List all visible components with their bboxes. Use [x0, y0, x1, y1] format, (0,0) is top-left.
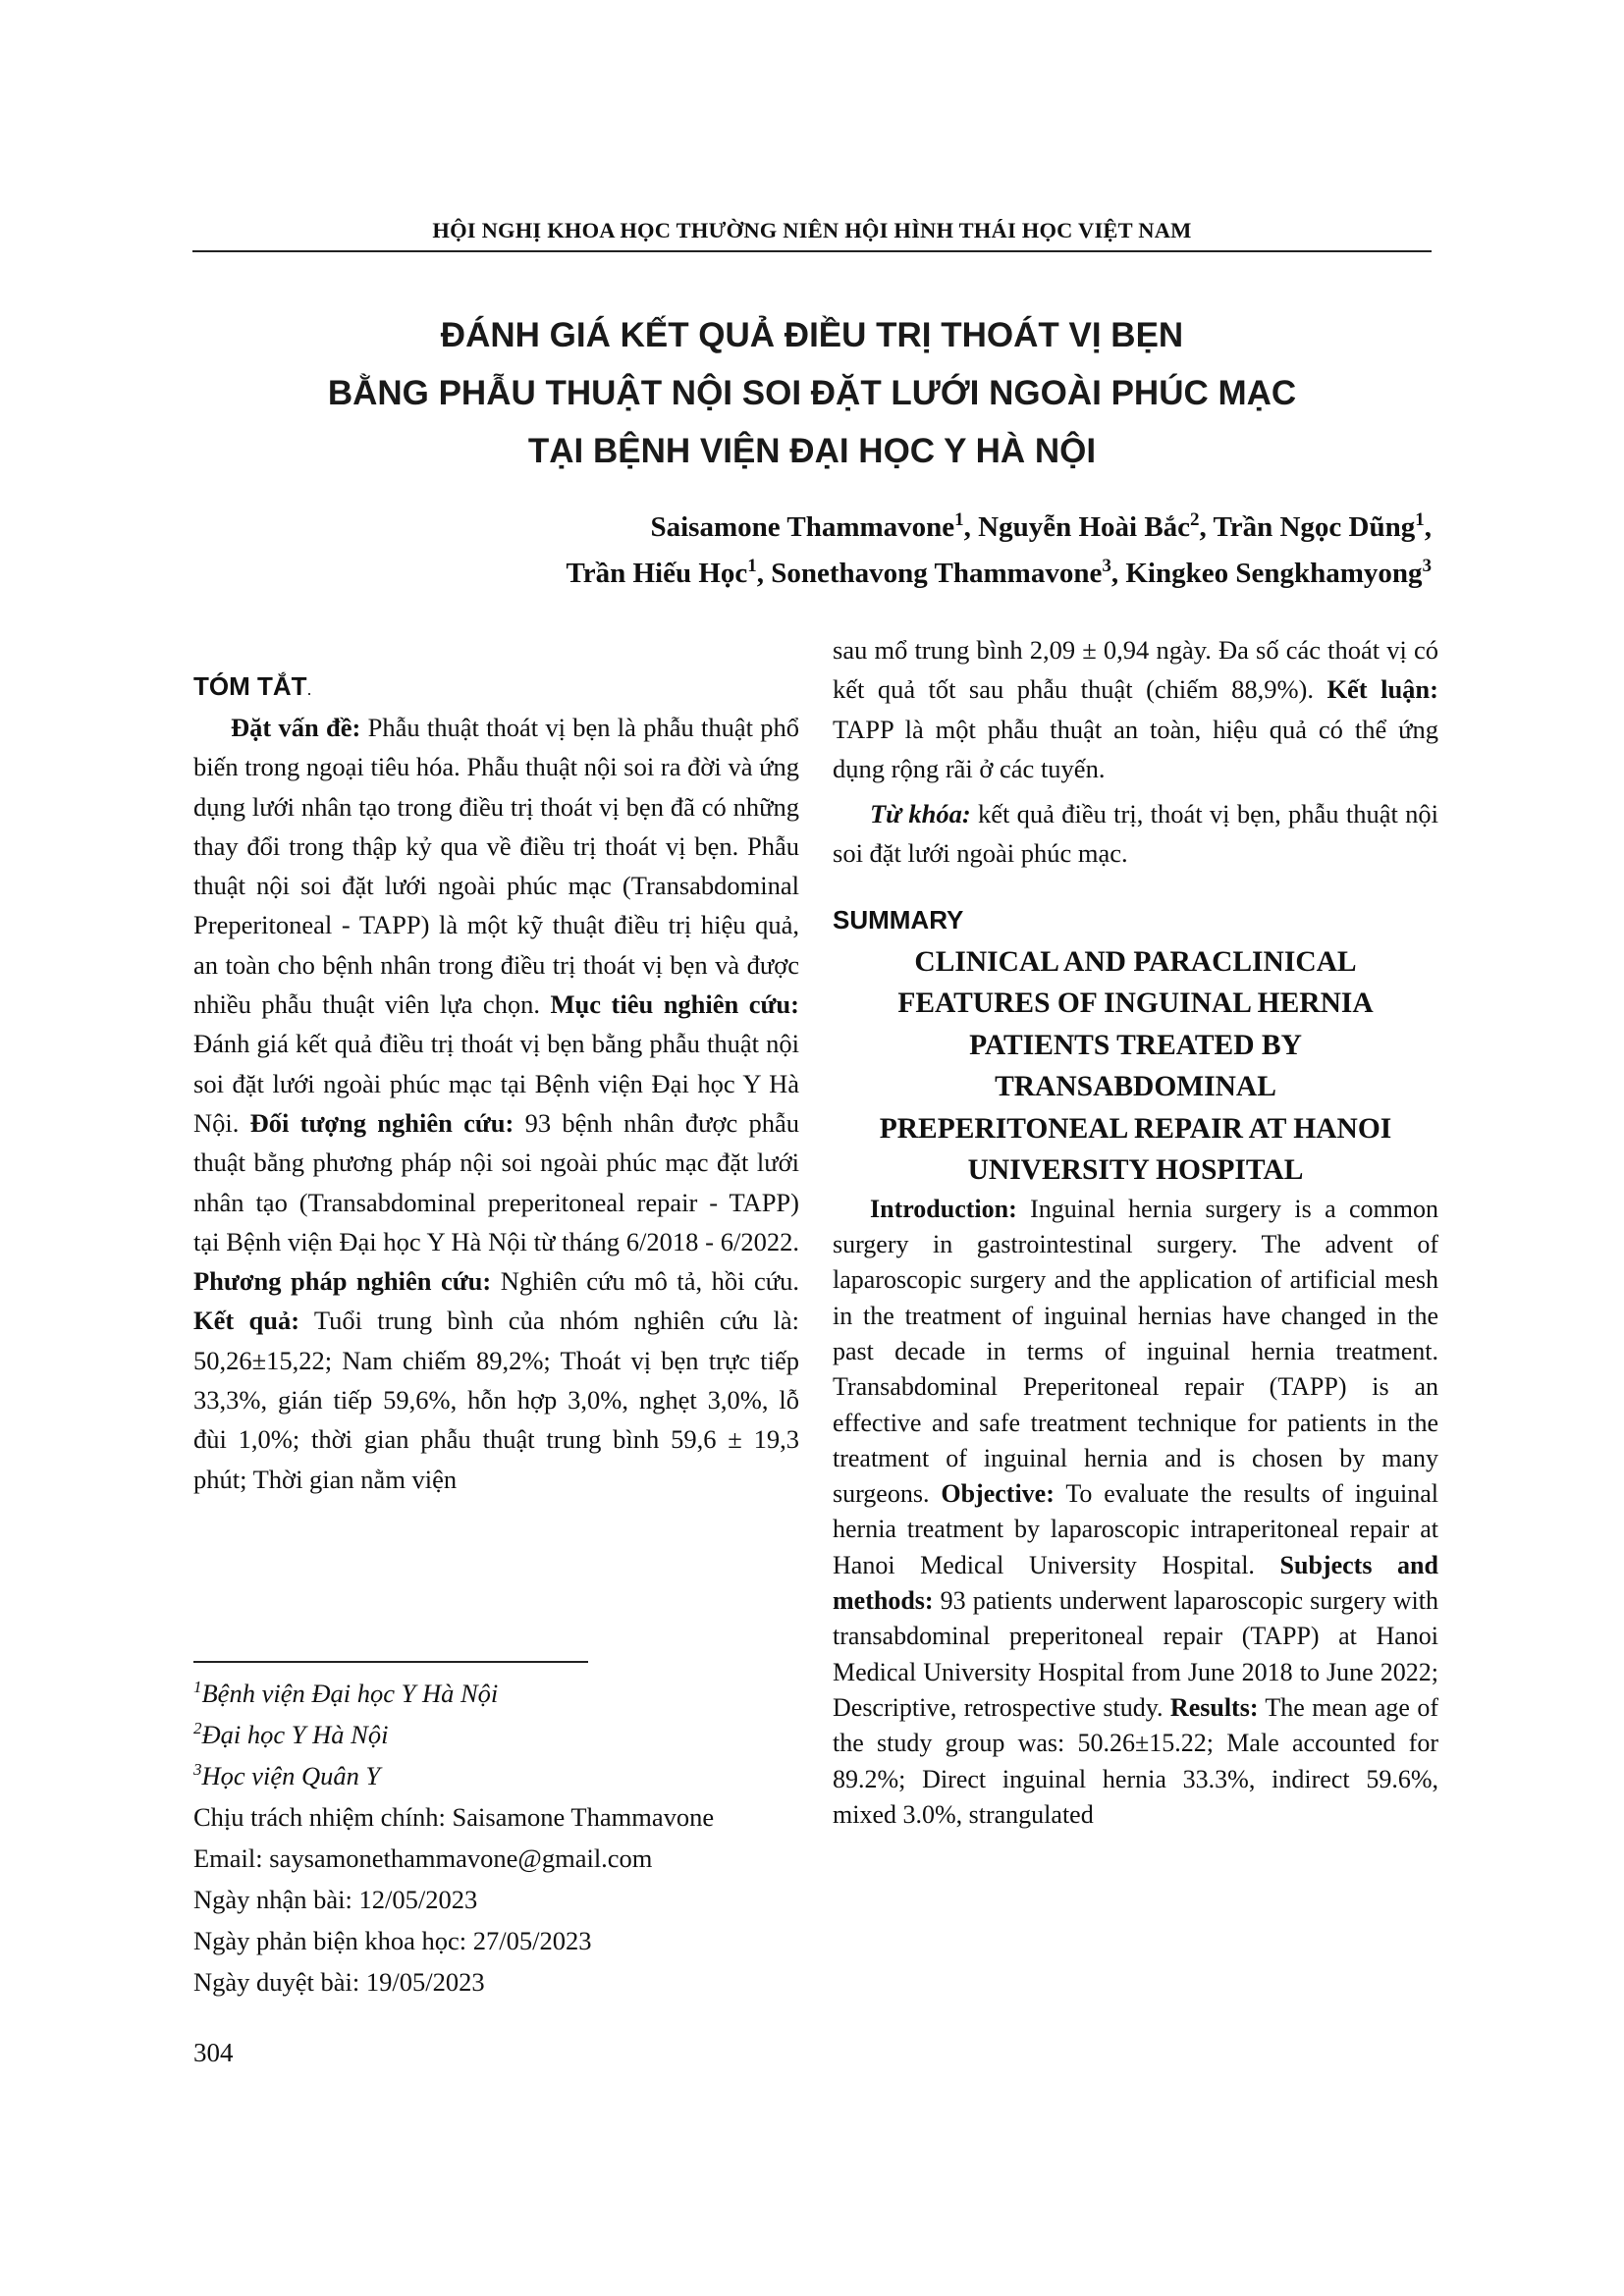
methods-label: Phương pháp nghiên cứu:: [193, 1266, 492, 1297]
affiliation-mark: 3: [1102, 556, 1111, 576]
summary-title-line: PATIENTS TREATED BY: [969, 1029, 1302, 1061]
abstract-heading: [193, 671, 799, 702]
methods-text: Nghiên cứu mô tả, hồi cứu.: [491, 1266, 799, 1297]
abstract-vi-continuation: [833, 630, 1438, 788]
summary-title-line: UNIVERSITY HOSPITAL: [967, 1154, 1304, 1187]
summary-title-line: PREPERITONEAL REPAIR AT HANOI: [879, 1112, 1392, 1145]
title-line: BẰNG PHẪU THUẬT NỘI SOI ĐẶT LƯỚI NGOÀI PHÚC MẠC: [327, 374, 1297, 412]
title-line: ĐÁNH GIÁ KẾT QUẢ ĐIỀU TRỊ THOÁT VỊ BẸN: [440, 316, 1184, 354]
author-line: [192, 505, 1432, 551]
subjects-label: Đối tượng nghiên cứu:: [249, 1107, 514, 1138]
title-line: TẠI BỆNH VIỆN ĐẠI HỌC Y HÀ NỘI: [527, 432, 1097, 470]
right-column: [833, 630, 1438, 1833]
affiliation-mark: 1: [954, 509, 964, 530]
author-name: Sonethavong Thammavone: [771, 558, 1103, 589]
abstract-heading-dot: .: [306, 679, 312, 699]
keywords-text: kết quả điều trị, thoát vị bẹn, phẫu thuật nội soi đặt lưới ngoài phúc mạc.: [833, 799, 1438, 869]
conclusion-text: TAPP là một phẫu thuật an toàn, hiệu quả có thể ứng dụng rộng rãi ở các tuyến.: [833, 714, 1438, 783]
introduction-label: Introduction:: [870, 1194, 1017, 1223]
footnote-mark: 1: [193, 1678, 202, 1696]
subjects-methods-text: 93 patients underwent laparoscopic surgery with transabdominal preperitoneal repair (TAPP) at Hanoi Medical University Hospital from June 2018 to June 2022; Descriptive, retrospective study.: [833, 1586, 1438, 1722]
author-name: Trần Hiếu Học: [566, 558, 748, 589]
objective-label: Mục tiêu nghiên cứu:: [550, 989, 799, 1020]
running-header: HỘI NGHỊ KHOA HỌC THƯỜNG NIÊN HỘI HÌNH THÁI HỌC VIỆT NAM: [432, 218, 1192, 242]
accepted-date: Ngày duyệt bài: 19/05/2023: [193, 1967, 485, 1997]
author-line: [192, 551, 1432, 597]
footnote-mark: 3: [193, 1760, 202, 1779]
footnote-mark: 2: [193, 1719, 202, 1737]
author-name: Kingkeo Sengkhamyong: [1125, 558, 1423, 589]
affiliation-footnote: [193, 1755, 799, 1796]
results-label-en: Results:: [1169, 1692, 1259, 1722]
summary-paragraph: [833, 1192, 1438, 1833]
affiliation-mark: 1: [1415, 509, 1425, 530]
left-column: [193, 671, 799, 1499]
author-separator: ,: [1199, 511, 1214, 543]
results-text-continued: sau mổ trung bình 2,09 ± 0,94 ngày. Đa số các thoát vị có kết quả tốt sau phẫu thuật (chiếm 88,9%).: [833, 635, 1438, 705]
affiliation-footnote: [193, 1673, 799, 1714]
review-date: Ngày phản biện khoa học: 27/05/2023: [193, 1926, 592, 1955]
author-name: Trần Ngọc Dũng: [1213, 511, 1416, 543]
author-separator: ,: [963, 511, 979, 543]
affiliation-mark: 3: [1422, 556, 1432, 576]
footnote-text: Đại học Y Hà Nội: [201, 1720, 389, 1749]
conclusion-label: Kết luận:: [1326, 674, 1438, 705]
affiliation-mark: 2: [1190, 509, 1200, 530]
header-rule: [192, 250, 1432, 252]
summary-title-line: CLINICAL AND PARACLINICAL: [914, 945, 1357, 978]
objective-label-en: Objective:: [941, 1479, 1055, 1509]
introduction-text: Inguinal hernia surgery is a common surgery in gastrointestinal surgery. The advent of laparoscopic surgery and the application of artificial mesh in the treatment of inguinal hernias have changed in the past decade in terms of inguinal hernia treatment. Transabdominal Preperitoneal repair (TAPP) is an effective and safe treatment technique for patients in the treatment of inguinal hernia and is chosen by many surgeons.: [833, 1194, 1438, 1509]
objective-text: Đánh giá kết quả điều trị thoát vị bẹn bằng phẫu thuật nội soi đặt lưới ngoài phúc mạc tại Bệnh viện Đại học Y Hà Nội.: [193, 1029, 799, 1138]
author-separator: ,: [1110, 558, 1126, 589]
summary-title-line: TRANSABDOMINAL: [995, 1071, 1276, 1103]
received-date: Ngày nhận bài: 12/05/2023: [193, 1885, 478, 1914]
footnote-text: Học viện Quân Y: [201, 1761, 381, 1790]
author-name: Nguyễn Hoài Bắc: [978, 511, 1191, 543]
keywords-paragraph: [833, 794, 1438, 874]
summary-heading: SUMMARY: [833, 904, 964, 934]
affiliation-mark: 1: [747, 556, 757, 576]
summary-title: [833, 941, 1438, 1192]
summary-title-line: FEATURES OF INGUINAL HERNIA: [897, 988, 1374, 1020]
author-separator: ,: [756, 558, 772, 589]
results-label: Kết quả:: [193, 1306, 300, 1336]
footnote-text: Bệnh viện Đại học Y Hà Nội: [201, 1679, 499, 1708]
author-name: Saisamone Thammavone: [650, 511, 955, 543]
author-separator: ,: [1424, 511, 1432, 543]
subjects-methods-label: Subjects and methods:: [833, 1550, 1438, 1616]
keywords-label: Từ khóa:: [870, 799, 971, 829]
footnotes: [193, 1673, 799, 2002]
footnote-rule: [193, 1661, 588, 1663]
abstract-vi-paragraph: [193, 708, 799, 1499]
subjects-text: 93 bệnh nhân được phẫu thuật bằng phương pháp nội soi ngoài phúc mạc đặt lưới nhân tạo (Transabdominal preperitoneal repair - TAPP) tại Bệnh viện Đại học Y Hà Nội từ tháng 6/2018 - 6/2022.: [193, 1107, 799, 1256]
results-text-en: The mean age of the study group was: 50.26±15.22; Male accounted for 89.2%; Direct inguinal hernia 33.3%, indirect 59.6%, mixed 3.0%, strangulated: [833, 1692, 1439, 1829]
page-number: 304: [193, 2038, 234, 2067]
results-text: Tuổi trung bình của nhóm nghiên cứu là: 50,26±15,22; Nam chiếm 89,2%; Thoát vị bẹn trực tiếp 33,3%, gián tiếp 59,6%, hỗn hợp 3,0%, nghẹt 3,0%, lỗ đùi 1,0%; thời gian phẫu thuật trung bình 59,6 ± 19,3 phút; Thời gian nằm viện: [193, 1306, 800, 1494]
background-label: Đặt vấn đề:: [231, 713, 361, 742]
corresponding-author: Chịu trách nhiệm chính: Saisamone Thammavone: [193, 1802, 715, 1832]
background-text: Phẫu thuật thoát vị bẹn là phẫu thuật phổ biến trong ngoại tiêu hóa. Phẫu thuật nội soi ra đời và ứng dụng lưới nhân tạo trong điều trị thoát vị bẹn đã có những thay đổi trong thập kỷ qua về điều trị thoát vị bẹn. Phẫu thuật nội soi đặt lưới ngoài phúc mạc (Transabdominal Preperitoneal - TAPP) là một kỹ thuật điều trị hiệu quả, an toàn cho bệnh nhân trong điều trị thoát vị bẹn và được nhiều phẫu thuật viên lựa chọn.: [193, 713, 799, 1020]
author-list: [192, 505, 1432, 597]
affiliation-footnote: [193, 1714, 799, 1755]
abstract-heading-text: TÓM TẮT: [193, 671, 307, 701]
contact-email: Email: saysamonethammavone@gmail.com: [193, 1843, 653, 1873]
article-title: [192, 306, 1432, 480]
objective-text-en: To evaluate the results of inguinal hernia treatment by laparoscopic intraperitoneal repair at Hanoi Medical University Hospital.: [833, 1479, 1439, 1579]
